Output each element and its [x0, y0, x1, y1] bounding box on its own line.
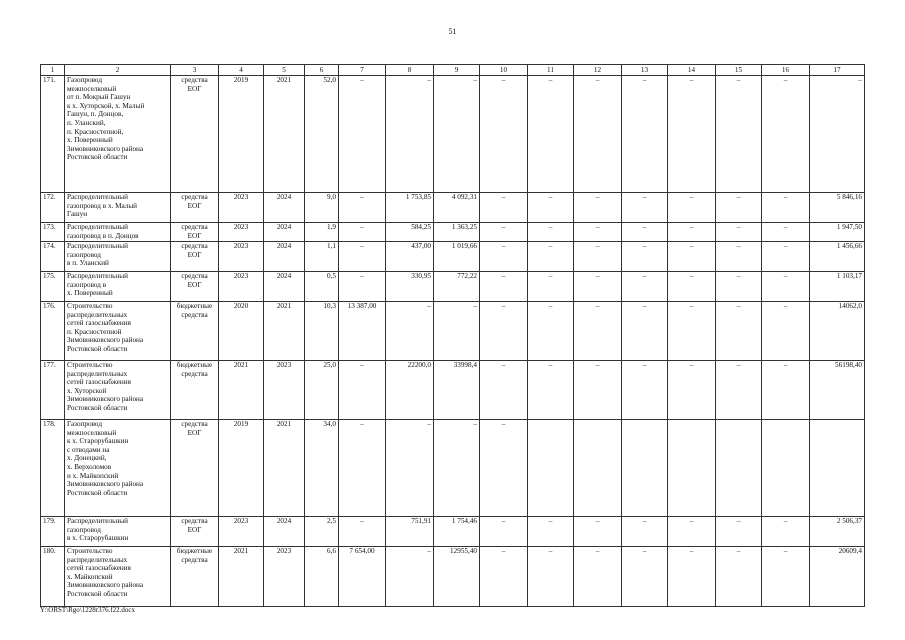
value-cell-c14: – [668, 272, 716, 302]
object-name-line: газопровод в п. Донцов [67, 231, 139, 240]
value-cell-c14: – [668, 223, 716, 242]
value-cell-c9: – [434, 302, 480, 361]
value-cell-c15: – [716, 193, 762, 223]
row-number: 173. [41, 223, 65, 242]
value-cell-c7: – [339, 242, 386, 272]
column-header: 6 [305, 65, 339, 76]
value-cell-c11: – [528, 272, 574, 302]
row-number: 171. [41, 76, 65, 193]
object-name-line: распределительных [67, 555, 128, 564]
value-cell-c16: – [762, 76, 810, 193]
value-cell-c4: 2019 [219, 420, 264, 517]
funding-source-line: средства [181, 517, 208, 525]
object-name-cell [65, 242, 171, 272]
value-cell-c9: – [434, 76, 480, 193]
object-name-line: Газопровод [67, 76, 102, 84]
value-cell-c6: 9,0 [305, 193, 339, 223]
value-cell-c13: – [622, 547, 668, 607]
value-cell-c9: 1 754,46 [434, 517, 480, 547]
funding-source-cell [171, 193, 219, 223]
value-cell-c13: – [622, 223, 668, 242]
object-name-line: Распределительный [67, 517, 128, 525]
value-cell-c14: – [668, 547, 716, 607]
value-cell-c12: – [574, 223, 622, 242]
value-cell-c7: – [339, 361, 386, 420]
funding-source-line: ЕОГ [187, 250, 202, 259]
object-name-line: к х. Хуторской, х. Малый [67, 101, 145, 110]
value-cell-c6: 2,5 [305, 517, 339, 547]
value-cell-c9: 12955,40 [434, 547, 480, 607]
value-cell-c9: 772,22 [434, 272, 480, 302]
value-cell-c7: 13 387,00 [339, 302, 386, 361]
value-cell-c15: – [716, 76, 762, 193]
value-cell-c17: – [810, 76, 865, 193]
value-cell-c12: – [574, 517, 622, 547]
funding-source-line: средства [181, 310, 208, 319]
row-number: 176. [41, 302, 65, 361]
value-cell-c4: 2020 [219, 302, 264, 361]
value-cell-c4: 2023 [219, 517, 264, 547]
value-cell-c14: – [668, 302, 716, 361]
value-cell-c5: 2021 [264, 76, 305, 193]
object-name-cell [65, 76, 171, 193]
object-name-line: Ростовской области [67, 403, 128, 412]
object-name-line: Зимовниковского района [67, 144, 144, 153]
value-cell-c9: 1 019,66 [434, 242, 480, 272]
value-cell-c10: – [480, 547, 528, 607]
column-header: 14 [668, 65, 716, 76]
table-row [41, 242, 865, 272]
value-cell-c7: – [339, 517, 386, 547]
object-name-cell [65, 223, 171, 242]
funding-source-line: средства [181, 223, 208, 231]
value-cell-c17: 20609,4 [810, 547, 865, 607]
object-name-line: Зимовниковского района [67, 395, 144, 404]
funding-source-cell [171, 272, 219, 302]
object-name-line: в п. Уланский [67, 259, 109, 268]
value-cell-c11: – [528, 361, 574, 420]
value-cell-c14: – [668, 517, 716, 547]
value-cell-c15: – [716, 242, 762, 272]
object-name-line: к х. Старорубашкин [67, 437, 129, 446]
object-name-cell [65, 517, 171, 547]
value-cell-c13 [622, 420, 668, 517]
value-cell-c6: 52,0 [305, 76, 339, 193]
value-cell-c15 [716, 420, 762, 517]
value-cell-c6: 1,1 [305, 242, 339, 272]
value-cell-c17: 1 947,50 [810, 223, 865, 242]
value-cell-c14: – [668, 193, 716, 223]
funding-source-line: средства [181, 272, 208, 280]
object-name-line: п. Уланский, [67, 118, 106, 127]
object-name-line: сетей газоснабжения [67, 319, 131, 328]
column-header: 4 [219, 65, 264, 76]
value-cell-c9: – [434, 420, 480, 517]
object-name-line: Распределительный [67, 272, 128, 280]
object-name-line: сетей газоснабжения [67, 564, 131, 573]
value-cell-c11: – [528, 242, 574, 272]
value-cell-c5: 2021 [264, 302, 305, 361]
value-cell-c15: – [716, 223, 762, 242]
value-cell-c4: 2021 [219, 361, 264, 420]
column-header: 10 [480, 65, 528, 76]
object-name-line: межпоселковый [67, 84, 117, 93]
value-cell-c12 [574, 420, 622, 517]
value-cell-c17: 56198,40 [810, 361, 865, 420]
row-number: 178. [41, 420, 65, 517]
value-cell-c11: – [528, 517, 574, 547]
value-cell-c17 [810, 420, 865, 517]
value-cell-c14: – [668, 361, 716, 420]
value-cell-c13: – [622, 193, 668, 223]
value-cell-c16: – [762, 302, 810, 361]
value-cell-c16: – [762, 223, 810, 242]
value-cell-c5: 2024 [264, 272, 305, 302]
row-number: 180. [41, 547, 65, 607]
value-cell-c12: – [574, 302, 622, 361]
value-cell-c12: – [574, 242, 622, 272]
funding-source-line: ЕОГ [187, 280, 202, 289]
object-name-line: распределительных [67, 369, 128, 378]
table-row [41, 547, 865, 607]
value-cell-c7: – [339, 272, 386, 302]
object-name-line: распределительных [67, 310, 128, 319]
value-cell-c14: – [668, 76, 716, 193]
object-name-line: Гашун, п. Донцов, [67, 110, 124, 119]
value-cell-c8: 584,25 [386, 223, 434, 242]
value-cell-c16: – [762, 547, 810, 607]
column-header: 16 [762, 65, 810, 76]
value-cell-c15: – [716, 517, 762, 547]
value-cell-c15: – [716, 302, 762, 361]
column-header: 1 [41, 65, 65, 76]
object-name-line: межпоселковый [67, 428, 117, 437]
value-cell-c7: 7 654,00 [339, 547, 386, 607]
value-cell-c10: – [480, 242, 528, 272]
column-header: 7 [339, 65, 386, 76]
footer-file-path: Y:\ORST\Rgo\1228r376.f22.docx [40, 606, 136, 614]
funding-source-line: ЕОГ [187, 231, 202, 240]
row-number: 174. [41, 242, 65, 272]
object-name-line: газопровод [67, 525, 101, 534]
object-name-line: в х. Старорубашкин [67, 534, 129, 543]
value-cell-c5: 2024 [264, 517, 305, 547]
value-cell-c6: 25,0 [305, 361, 339, 420]
value-cell-c10: – [480, 76, 528, 193]
object-name-cell [65, 361, 171, 420]
column-header: 13 [622, 65, 668, 76]
funding-source-line: средства [181, 555, 208, 564]
object-name-line: Газопровод [67, 420, 102, 428]
header-row [41, 65, 865, 76]
object-name-cell [65, 547, 171, 607]
value-cell-c15: – [716, 547, 762, 607]
value-cell-c5: 2023 [264, 361, 305, 420]
value-cell-c4: 2023 [219, 223, 264, 242]
value-cell-c11: – [528, 223, 574, 242]
page-number: 51 [448, 27, 457, 36]
column-header: 12 [574, 65, 622, 76]
funding-source-line: бюджетные [176, 361, 213, 369]
table-row [41, 361, 865, 420]
value-cell-c6: 0,5 [305, 272, 339, 302]
value-cell-c4: 2023 [219, 242, 264, 272]
value-cell-c7: – [339, 420, 386, 517]
object-name-line: п. Красностепной, [67, 127, 124, 136]
value-cell-c10: – [480, 223, 528, 242]
value-cell-c10: – [480, 517, 528, 547]
column-header: 11 [528, 65, 574, 76]
value-cell-c4: 2023 [219, 193, 264, 223]
funding-source-cell [171, 242, 219, 272]
object-name-line: газопровод в [67, 280, 107, 289]
table-row [41, 223, 865, 242]
table-row [41, 272, 865, 302]
value-cell-c10: – [480, 193, 528, 223]
value-cell-c12: – [574, 76, 622, 193]
column-header: 5 [264, 65, 305, 76]
column-header: 2 [65, 65, 171, 76]
value-cell-c17: 1 103,17 [810, 272, 865, 302]
object-name-line: сетей газоснабжения [67, 378, 131, 387]
value-cell-c8: 1 753,85 [386, 193, 434, 223]
value-cell-c8: 437,00 [386, 242, 434, 272]
object-name-line: газопровод в х. Малый [67, 201, 138, 210]
value-cell-c8: – [386, 547, 434, 607]
object-name-line: Строительство [67, 547, 113, 555]
value-cell-c11: – [528, 547, 574, 607]
table-row [41, 420, 865, 517]
value-cell-c8: – [386, 76, 434, 193]
value-cell-c16: – [762, 193, 810, 223]
value-cell-c13: – [622, 272, 668, 302]
object-name-line: х. Верхоломов [67, 462, 112, 471]
funding-source-line: ЕОГ [187, 201, 202, 210]
column-header: 17 [810, 65, 865, 76]
object-name-line: газопровод [67, 250, 101, 259]
value-cell-c7: – [339, 193, 386, 223]
table-body [41, 76, 865, 607]
value-cell-c16: – [762, 242, 810, 272]
value-cell-c11: – [528, 302, 574, 361]
object-name-line: Зимовниковского района [67, 336, 144, 345]
value-cell-c15: – [716, 361, 762, 420]
object-name-line: Ростовской области [67, 153, 128, 162]
funding-source-line: средства [181, 193, 208, 201]
object-name-line: Строительство [67, 361, 113, 369]
value-cell-c16: – [762, 361, 810, 420]
value-cell-c6: 6,6 [305, 547, 339, 607]
value-cell-c12: – [574, 193, 622, 223]
value-cell-c6: 34,0 [305, 420, 339, 517]
value-cell-c13: – [622, 76, 668, 193]
object-name-line: Ростовской области [67, 488, 128, 497]
value-cell-c15: – [716, 272, 762, 302]
funding-source-line: средства [181, 420, 208, 428]
funding-source-cell [171, 223, 219, 242]
object-name-line: Ростовской области [67, 589, 128, 598]
value-cell-c13: – [622, 302, 668, 361]
value-cell-c12: – [574, 547, 622, 607]
object-name-line: х. Донецкий, [67, 454, 107, 463]
value-cell-c5: 2024 [264, 242, 305, 272]
value-cell-c13: – [622, 517, 668, 547]
object-name-line: х. Поверенный [67, 136, 113, 145]
object-name-cell [65, 420, 171, 517]
object-name-cell [65, 302, 171, 361]
value-cell-c17: 5 846,16 [810, 193, 865, 223]
value-cell-c16: – [762, 272, 810, 302]
value-cell-c16 [762, 420, 810, 517]
value-cell-c5: 2023 [264, 547, 305, 607]
value-cell-c4: 2023 [219, 272, 264, 302]
value-cell-c17: 1 456,66 [810, 242, 865, 272]
funding-source-line: средства [181, 369, 208, 378]
column-header: 15 [716, 65, 762, 76]
value-cell-c10: – [480, 361, 528, 420]
funding-source-line: ЕОГ [187, 84, 202, 93]
object-name-line: Зимовниковского района [67, 581, 144, 590]
gas-pipeline-table [40, 64, 865, 607]
row-number: 172. [41, 193, 65, 223]
value-cell-c4: 2019 [219, 76, 264, 193]
value-cell-c10: – [480, 272, 528, 302]
value-cell-c11: – [528, 76, 574, 193]
value-cell-c14 [668, 420, 716, 517]
value-cell-c12: – [574, 272, 622, 302]
funding-source-cell [171, 547, 219, 607]
value-cell-c5: 2024 [264, 223, 305, 242]
object-name-line: Зимовниковского района [67, 480, 144, 489]
value-cell-c8: – [386, 420, 434, 517]
object-name-cell [65, 272, 171, 302]
funding-source-line: средства [181, 76, 208, 84]
funding-source-line: ЕОГ [187, 525, 202, 534]
object-name-line: и х. Майкопский [67, 471, 119, 480]
value-cell-c17: 14062,0 [810, 302, 865, 361]
funding-source-line: ЕОГ [187, 428, 202, 437]
funding-source-cell [171, 361, 219, 420]
value-cell-c8: 330,95 [386, 272, 434, 302]
column-header: 9 [434, 65, 480, 76]
object-name-line: х. Хуторской [67, 386, 107, 395]
object-name-cell [65, 193, 171, 223]
object-name-line: п. Красностепной [67, 327, 122, 336]
funding-source-cell [171, 517, 219, 547]
table-row [41, 517, 865, 547]
object-name-line: Распределительный [67, 242, 128, 250]
funding-source-cell [171, 302, 219, 361]
value-cell-c9: 33998,4 [434, 361, 480, 420]
value-cell-c5: 2024 [264, 193, 305, 223]
object-name-line: от п. Мокрый Гашун [67, 93, 131, 102]
object-name-line: х. Поверенный [67, 289, 113, 298]
value-cell-c13: – [622, 242, 668, 272]
value-cell-c8: 22200,0 [386, 361, 434, 420]
value-cell-c7: – [339, 76, 386, 193]
object-name-line: Гашун [67, 210, 88, 219]
value-cell-c10: – [480, 420, 528, 517]
object-name-line: Распределительный [67, 193, 128, 201]
value-cell-c11 [528, 420, 574, 517]
object-name-line: Строительство [67, 302, 113, 310]
funding-source-cell [171, 76, 219, 193]
value-cell-c10: – [480, 302, 528, 361]
object-name-line: х. Майкопский [67, 572, 113, 581]
row-number: 175. [41, 272, 65, 302]
value-cell-c8: – [386, 302, 434, 361]
column-header: 8 [386, 65, 434, 76]
funding-source-line: средства [181, 242, 208, 250]
table-row [41, 302, 865, 361]
value-cell-c6: 10,3 [305, 302, 339, 361]
object-name-line: с отводами на [67, 445, 110, 454]
value-cell-c14: – [668, 242, 716, 272]
object-name-line: Ростовской области [67, 344, 128, 353]
value-cell-c11: – [528, 193, 574, 223]
value-cell-c7: – [339, 223, 386, 242]
value-cell-c13: – [622, 361, 668, 420]
table-row [41, 193, 865, 223]
value-cell-c16: – [762, 517, 810, 547]
value-cell-c12: – [574, 361, 622, 420]
funding-source-cell [171, 420, 219, 517]
value-cell-c4: 2021 [219, 547, 264, 607]
table-row [41, 76, 865, 193]
value-cell-c8: 751,91 [386, 517, 434, 547]
row-number: 179. [41, 517, 65, 547]
column-header: 3 [171, 65, 219, 76]
funding-source-line: бюджетные [176, 547, 213, 555]
value-cell-c9: 4 092,31 [434, 193, 480, 223]
value-cell-c9: 1 363,25 [434, 223, 480, 242]
row-number: 177. [41, 361, 65, 420]
value-cell-c6: 1,9 [305, 223, 339, 242]
value-cell-c17: 2 506,37 [810, 517, 865, 547]
object-name-line: Распределительный [67, 223, 128, 231]
funding-source-line: бюджетные [176, 302, 213, 310]
value-cell-c5: 2021 [264, 420, 305, 517]
